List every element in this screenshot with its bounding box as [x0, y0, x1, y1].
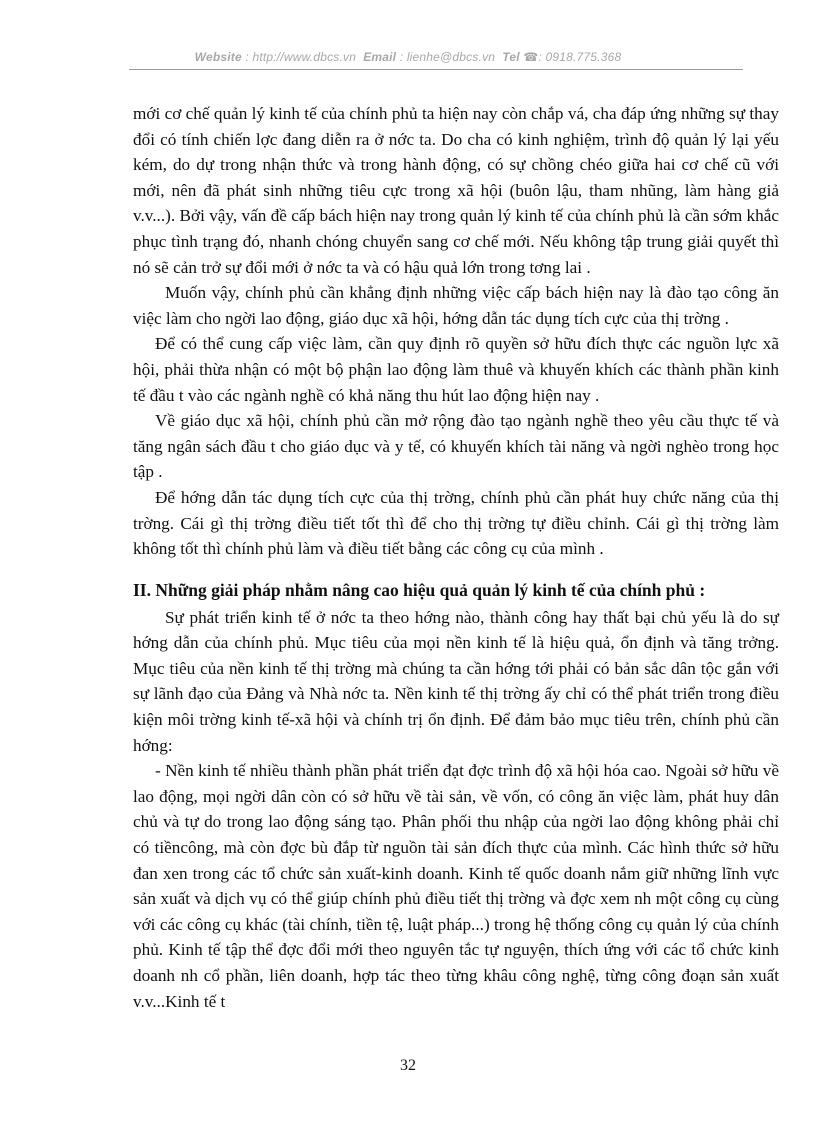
paragraph: Sự phát triển kinh tế ở nớc ta theo hớng nào, thành công hay thất bại chủ yếu là do sự hớng dẫn của chính phủ. Mục tiêu của mọi nền kinh tế là hiệu quả, ổn định và tăng trởng. Mục tiêu của nền kinh tế thị trờng mà chúng ta cần hớng tới phải có bản sắc dân tộc gắn với sự lãnh đạo của Đảng và Nhà nớc ta. Nền kinh tế thị trờng ấy chỉ có thể phát triển trong điều kiện môi trờng kinh tế-xã hội và chính trị ổn định. Để đảm bảo mục tiêu trên, chính phủ cần hớng:: [133, 607, 779, 755]
email-label: Email: [363, 50, 397, 64]
paragraph: Để hớng dẫn tác dụng tích cực của thị trờng, chính phủ cần phát huy chức năng của thị trờng. Cái gì thị trờng điều tiết tốt thì để cho thị trờng tự điều chỉnh. Cái gì thị trờng làm không tốt thì chính phủ làm và điều tiết bằng các công cụ của mình .: [133, 487, 779, 559]
page-header: [0, 50, 816, 64]
paragraph: - Nền kinh tế nhiều thành phần phát triển đạt đợc trình độ xã hội hóa cao. Ngoài sở hữu về lao động, mọi ngời dân còn có sở hữu về tài sản, về vốn, có công ăn việc làm, phát huy dân chủ và tự do trong lao động sáng tạo. Phân phối thu nhập của ngời lao động không phải chỉ có tiềncông, mà còn đợc bù đắp từ nguồn tài sản đích thực của mình. Các hình thức sở hữu đan xen trong các tổ chức sản xuất-kinh doanh. Kinh tế quốc doanh nắm giữ những lĩnh vực sản xuất và dịch vụ có thể giúp chính phủ điều tiết thị trờng và đợc xem nh một công cụ cùng với các công cụ khác (tài chính, tiền tệ, luật pháp...) trong hệ thống công cụ quản lý của chính phủ. Kinh tế tập thể đợc đổi mới theo nguyên tắc tự nguyện, thích ứng với các tổ chức kinh doanh nh cổ phần, liên doanh, hợp tác theo từng khâu công nghệ, từng công đoạn sản xuất v.v...Kinh tế t: [133, 761, 779, 1011]
tel-value: ☎: 0918.775.368: [523, 50, 622, 64]
tel-label: Tel: [502, 50, 520, 64]
page-number: 32: [400, 1057, 416, 1074]
paragraph: Muốn vậy, chính phủ cần khẳng định những việc cấp bách hiện nay là đào tạo công ăn việc làm cho ngời lao động, giáo dục xã hội, hớng dẫn tác dụng tích cực của thị trờng .: [133, 283, 779, 328]
section-heading: II. Những giải pháp nhằm nâng cao hiệu quả quản lý kinh tế của chính phủ :: [133, 579, 706, 600]
document-body: [133, 101, 779, 1014]
header-divider: [129, 69, 743, 70]
website-value: : http://www.dbcs.vn: [245, 50, 357, 64]
website-label: Website: [194, 50, 242, 64]
paragraph: mới cơ chế quản lý kinh tế của chính phủ ta hiện nay còn chắp vá, cha đáp ứng những sự thay đổi có tính chiến lợc đang diễn ra ở nớc ta. Do cha có kinh nghiệm, trình độ quản lý lại yếu kém, do dự trong nhận thức và trong hành động, có sự chồng chéo giữa hai cơ chế cũ với mới, nên đã phát sinh những tiêu cực trong xã hội (buôn lậu, tham nhũng, làm hàng giả v.v...). Bởi vậy, vấn đề cấp bách hiện nay trong quản lý kinh tế của chính phủ là cần sớm khắc phục tình trạng đó, nhanh chóng chuyển sang cơ chế mới. Nếu không tập trung giải quyết thì nó sẽ cản trở sự đổi mới ở nớc ta và có hậu quả lớn trong tơng lai .: [133, 104, 779, 277]
email-value: : lienhe@dbcs.vn: [399, 50, 496, 64]
paragraph: Để có thể cung cấp việc làm, cần quy định rõ quyền sở hữu đích thực các nguồn lực xã hội, phải thừa nhận có một bộ phận lao động làm thuê và khuyến khích các thành phần kinh tế đầu t vào các ngành nghề có khả năng thu hút lao động hiện nay .: [133, 334, 779, 405]
paragraph: Về giáo dục xã hội, chính phủ cần mở rộng đào tạo ngành nghề theo yêu cầu thực tế và tăng ngân sách đầu t cho giáo dục và y tế, có khuyến khích tài năng và ngời nghèo trong học tập .: [133, 411, 779, 482]
